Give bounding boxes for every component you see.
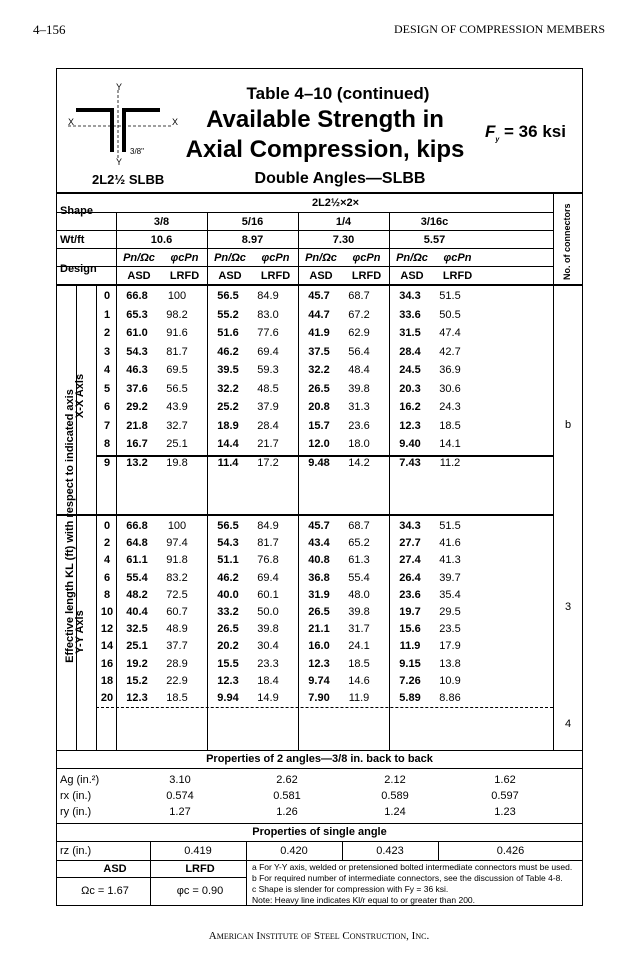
table-cell: 24.5	[399, 364, 421, 376]
size-3: 3/16c	[420, 216, 449, 228]
table-cell: 41.9	[308, 327, 330, 339]
table-cell: 24.1	[348, 640, 370, 653]
size-1: 5/16	[241, 216, 264, 228]
table-cell: 46.2	[217, 345, 239, 358]
prop-label: rx (in.)	[60, 790, 92, 802]
table-cell: 20.8	[308, 401, 330, 413]
table-cell: 72.5	[166, 588, 188, 601]
title-line-2: Axial Compression, kips	[185, 136, 465, 163]
x-right-label: X	[172, 117, 179, 127]
table-cell: 20.2	[217, 640, 239, 653]
table-cell: 18.0	[348, 438, 370, 450]
asd-0: ASD	[127, 270, 151, 282]
table-cell: 65.2	[348, 537, 370, 550]
phi-pn-3: φcPn	[443, 252, 472, 264]
yy-connectors-b: 4	[564, 718, 572, 730]
table-cell: 14.6	[348, 674, 370, 687]
table-cell: 97.4	[166, 537, 188, 550]
pn-omega-0: Pn/Ωc	[123, 252, 155, 264]
kl-value: 4	[103, 554, 111, 567]
yy-connectors-a: 3	[564, 601, 572, 613]
table-cell: 59.3	[257, 364, 279, 376]
table-cell: 47.4	[439, 327, 461, 339]
table-cell: 68.7	[348, 520, 370, 532]
table-cell: 91.6	[166, 327, 188, 339]
table-cell: 37.6	[126, 382, 148, 395]
table-cell: 30.6	[439, 382, 461, 395]
design-header: Design	[60, 263, 97, 275]
table-cell: 48.5	[257, 382, 279, 395]
table-cell: 37.5	[308, 345, 330, 358]
table-cell: 26.5	[217, 623, 239, 636]
table-cell: 9.15	[399, 657, 421, 670]
table-cell: 8.86	[439, 692, 461, 704]
table-cell: 77.6	[257, 327, 279, 339]
effective-length-label: Effective length KL (ft) with respect to indicated axis	[64, 389, 76, 663]
prop-value: 0.574	[166, 790, 194, 802]
table-cell: 100	[167, 290, 187, 302]
table-cell: 48.4	[348, 364, 370, 376]
table-cell: 29.5	[439, 606, 461, 618]
table-cell: 32.2	[308, 364, 330, 376]
rz-divider	[342, 841, 343, 860]
table-cell: 84.9	[257, 520, 279, 532]
prop-value: 2.12	[384, 774, 406, 786]
x-left-label: X	[68, 117, 75, 127]
table-cell: 26.4	[399, 571, 421, 584]
xx-axis-label: X-X Axis	[74, 373, 86, 419]
table-cell: 48.9	[166, 623, 188, 636]
footnote-b: b For required number of intermediate connectors, see the discussion of Table 4-8.	[252, 873, 563, 883]
table-cell: 39.8	[348, 606, 370, 618]
table-cell: 69.5	[166, 364, 188, 376]
table-cell: 16.7	[126, 438, 148, 450]
table-cell: 26.5	[308, 382, 330, 395]
table-cell: 14.2	[348, 456, 370, 469]
table-cell: 31.5	[399, 327, 421, 339]
table-cell: 12.3	[217, 674, 239, 687]
table-cell: 60.1	[257, 588, 279, 601]
table-cell: 23.3	[257, 657, 279, 670]
prop-value: 1.27	[169, 806, 191, 818]
table-cell: 14.1	[439, 438, 461, 450]
table-cell: 19.7	[399, 606, 421, 618]
table-cell: 33.6	[399, 308, 421, 321]
table-cell: 30.4	[257, 640, 279, 653]
table-cell: 68.7	[348, 290, 370, 302]
table-cell: 18.5	[439, 419, 461, 432]
connectors-header: No. of connectors	[562, 203, 572, 280]
table-cell: 15.6	[399, 623, 421, 636]
pn-omega-2: Pn/Ωc	[305, 252, 337, 264]
table-cell: 18.4	[257, 674, 279, 687]
hdr-line	[56, 230, 553, 231]
props1-title: Properties of single angle	[252, 826, 387, 838]
table-cell: 28.4	[399, 345, 421, 358]
table-cell: 25.1	[166, 438, 188, 450]
asd-1: ASD	[218, 270, 242, 282]
prop-value: 1.24	[384, 806, 406, 818]
table-cell: 83.0	[257, 308, 279, 321]
table-cell: 100	[167, 520, 187, 532]
asd-2: ASD	[309, 270, 333, 282]
omega-value: Ωc = 1.67	[81, 885, 129, 897]
xx-connectors: b	[564, 419, 572, 431]
table-cell: 28.9	[166, 657, 188, 670]
table-cell: 23.6	[348, 419, 370, 432]
table-cell: 39.5	[217, 364, 239, 376]
table-cell: 27.4	[399, 554, 421, 567]
table-cell: 26.5	[308, 606, 330, 618]
table-subtitle: Double Angles—SLBB	[254, 170, 426, 187]
table-cell: 40.0	[217, 588, 239, 601]
page-number: 4–156	[33, 22, 66, 37]
table-cell: 5.89	[399, 692, 421, 704]
kl-value: 3	[103, 345, 111, 358]
kl-value: 0	[103, 290, 111, 302]
size-2: 1/4	[335, 216, 352, 228]
table-cell: 7.26	[399, 674, 421, 687]
table-cell: 23.5	[439, 623, 461, 636]
table-cell: 27.7	[399, 537, 421, 550]
table-cell: 24.3	[439, 401, 461, 413]
table-cell: 62.9	[348, 327, 370, 339]
table-cell: 39.8	[348, 382, 370, 395]
table-cell: 34.3	[399, 520, 421, 532]
kl-r-200-line	[96, 455, 553, 457]
table-cell: 18.5	[348, 657, 370, 670]
table-number: Table 4–10 (continued)	[246, 84, 430, 103]
table-cell: 20.3	[399, 382, 421, 395]
weight-0: 10.6	[150, 234, 173, 246]
table-cell: 54.3	[217, 537, 239, 550]
kl-value: 9	[103, 456, 111, 469]
table-cell: 21.7	[257, 438, 279, 450]
table-cell: 9.48	[308, 456, 330, 469]
table-cell: 50.0	[257, 606, 279, 618]
table-cell: 11.2	[439, 456, 461, 469]
rz-value: 0.419	[184, 845, 212, 857]
prop-label: Ag (in.²)	[60, 774, 100, 786]
kl-value: 2	[103, 327, 111, 339]
rz-divider	[438, 841, 439, 860]
lrfd-2: LRFD	[351, 270, 382, 282]
table-cell: 28.4	[257, 419, 279, 432]
hdr-line	[56, 212, 553, 213]
lrfd-label: LRFD	[185, 863, 215, 875]
connectors-divider	[553, 192, 554, 750]
weight-1: 8.97	[241, 234, 264, 246]
table-cell: 98.2	[166, 308, 188, 321]
kl-value: 1	[103, 308, 111, 321]
section-label: 2L2½×2×	[311, 197, 360, 209]
hdr-line	[56, 248, 553, 249]
phi-pn-1: φcPn	[261, 252, 290, 264]
kl-value: 20	[100, 692, 114, 704]
table-cell: 15.7	[308, 419, 330, 432]
weight-2: 7.30	[332, 234, 355, 246]
table-cell: 31.9	[308, 588, 330, 601]
table-cell: 43.9	[166, 401, 188, 413]
yy-axis-label: Y-Y Axis	[74, 610, 86, 654]
table-cell: 35.4	[439, 588, 461, 601]
lrfd-3: LRFD	[442, 270, 473, 282]
double-angle-diagram-icon	[60, 88, 180, 166]
kl-value: 6	[103, 571, 111, 584]
table-cell: 25.1	[126, 640, 148, 653]
table-cell: 9.94	[217, 692, 239, 704]
kl-r-200-dashed-line	[96, 707, 553, 708]
group-divider	[207, 212, 208, 750]
table-cell: 69.4	[257, 345, 279, 358]
table-cell: 21.8	[126, 419, 148, 432]
table-cell: 23.6	[399, 588, 421, 601]
table-cell: 51.1	[217, 554, 239, 567]
table-cell: 12.3	[399, 419, 421, 432]
table-cell: 39.8	[257, 623, 279, 636]
kl-value: 14	[100, 640, 114, 653]
table-cell: 55.2	[217, 308, 239, 321]
table-cell: 16.0	[308, 640, 330, 653]
group-divider	[298, 212, 299, 750]
table-cell: 61.0	[126, 327, 148, 339]
prop-value: 0.589	[381, 790, 409, 802]
table-cell: 60.7	[166, 606, 188, 618]
kl-value: 5	[103, 382, 111, 395]
table-cell: 40.4	[126, 606, 148, 618]
prop-value: 0.581	[273, 790, 301, 802]
table-cell: 18.5	[166, 692, 188, 704]
table-cell: 42.7	[439, 345, 461, 358]
kl-value: 8	[103, 588, 111, 601]
table-cell: 12.3	[126, 692, 148, 704]
hdr-line	[56, 266, 553, 267]
table-cell: 61.3	[348, 554, 370, 567]
table-cell: 36.9	[439, 364, 461, 376]
rz-divider	[150, 841, 151, 860]
table-cell: 48.0	[348, 588, 370, 601]
rz-value: 0.420	[280, 845, 308, 857]
table-cell: 64.8	[126, 537, 148, 550]
table-cell: 31.3	[348, 401, 370, 413]
pn-omega-3: Pn/Ωc	[396, 252, 428, 264]
table-cell: 7.43	[399, 456, 421, 469]
table-cell: 81.7	[257, 537, 279, 550]
hdr-line	[56, 284, 583, 286]
table-cell: 15.2	[126, 674, 148, 687]
kl-value: 8	[103, 438, 111, 450]
footnote-note: Note: Heavy line indicates Kl/r equal to or greater than 200.	[252, 895, 476, 905]
table-cell: 83.2	[166, 571, 188, 584]
shape-header: Shape	[60, 205, 94, 217]
table-cell: 40.8	[308, 554, 330, 567]
rz-label: rz (in.)	[60, 845, 92, 857]
table-cell: 19.8	[166, 456, 188, 469]
table-cell: 25.2	[217, 401, 239, 413]
table-cell: 56.5	[217, 290, 239, 302]
table-cell: 76.8	[257, 554, 279, 567]
table-cell: 84.9	[257, 290, 279, 302]
asd-label: ASD	[103, 863, 127, 875]
table-cell: 56.5	[217, 520, 239, 532]
prop-value: 1.26	[276, 806, 298, 818]
table-cell: 32.5	[126, 623, 148, 636]
rz-value: 0.426	[496, 845, 525, 857]
table-cell: 66.8	[126, 520, 148, 532]
table-cell: 15.5	[217, 657, 239, 670]
props2-title: Properties of 2 angles—3/8 in. back to back	[206, 753, 433, 765]
table-cell: 17.9	[439, 640, 461, 653]
kl-value: 2	[103, 537, 111, 550]
lrfd-0: LRFD	[169, 270, 200, 282]
shape-label: 2L2½ SLBB	[92, 172, 165, 187]
prop-value: 1.23	[494, 806, 516, 818]
asd-3: ASD	[400, 270, 424, 282]
table-cell: 19.2	[126, 657, 148, 670]
table-cell: 9.74	[308, 674, 330, 687]
footnote-c: c Shape is slender for compression with Fy = 36 ksi.	[252, 884, 449, 894]
table-cell: 69.4	[257, 571, 279, 584]
table-cell: 50.5	[439, 308, 461, 321]
title-line-1: Available Strength in	[206, 106, 444, 133]
table-cell: 37.7	[166, 640, 188, 653]
table-cell: 14.9	[257, 692, 279, 704]
table-cell: 9.40	[399, 438, 421, 450]
table-cell: 39.7	[439, 571, 461, 584]
table-cell: 36.8	[308, 571, 330, 584]
axis-divider-1	[76, 284, 77, 750]
table-cell: 45.7	[308, 520, 330, 532]
table-cell: 51.6	[217, 327, 239, 339]
table-cell: 41.6	[439, 537, 461, 550]
table-cell: 61.1	[126, 554, 148, 567]
group-divider	[389, 212, 390, 750]
fy-label: $F_y = 36$ ksi	[485, 122, 566, 144]
table-cell: 91.8	[166, 554, 188, 567]
table-cell: 11.4	[217, 456, 239, 469]
wtft-header: Wt/ft	[60, 234, 85, 246]
prop-label: ry (in.)	[60, 806, 92, 818]
table-cell: 51.5	[439, 290, 461, 302]
table-cell: 81.7	[166, 345, 188, 358]
prop-value: 2.62	[276, 774, 298, 786]
y-bottom-label: Y	[116, 157, 123, 167]
page-footer: American Institute of Steel Construction, Inc.	[208, 930, 430, 942]
kl-value: 6	[103, 401, 111, 413]
table-cell: 22.9	[166, 674, 188, 687]
table-cell: 29.2	[126, 401, 148, 413]
table-cell: 55.4	[348, 571, 370, 584]
table-cell: 44.7	[308, 308, 330, 321]
table-cell: 12.0	[308, 438, 330, 450]
pn-omega-1: Pn/Ωc	[214, 252, 246, 264]
phi-pn-2: φcPn	[352, 252, 381, 264]
phi-value: φc = 0.90	[176, 885, 224, 897]
footnote-a: a For Y-Y axis, welded or pretensioned bolted intermediate connectors must be used.	[252, 862, 573, 872]
kl-value: 16	[100, 657, 114, 670]
weight-3: 5.57	[423, 234, 446, 246]
table-cell: 32.2	[217, 382, 239, 395]
prop-value: 1.62	[494, 774, 516, 786]
kl-value: 12	[100, 623, 114, 636]
table-cell: 66.8	[126, 290, 148, 302]
table-cell: 67.2	[348, 308, 370, 321]
table-cell: 65.3	[126, 308, 148, 321]
size-0: 3/8	[153, 216, 170, 228]
table-cell: 46.2	[217, 571, 239, 584]
table-cell: 10.9	[439, 674, 461, 687]
table-cell: 45.7	[308, 290, 330, 302]
phi-pn-0: φcPn	[170, 252, 199, 264]
table-cell: 56.4	[348, 345, 370, 358]
kl-value: 18	[100, 674, 114, 687]
table-cell: 55.4	[126, 571, 148, 584]
section-divider	[56, 514, 553, 516]
table-cell: 48.2	[126, 588, 148, 601]
table-cell: 11.9	[399, 640, 421, 653]
table-cell: 14.4	[217, 438, 239, 450]
table-cell: 43.4	[308, 537, 330, 550]
gap-label: 3/8"	[130, 147, 144, 156]
prop-value: 3.10	[169, 774, 191, 786]
table-cell: 31.7	[348, 623, 370, 636]
table-cell: 13.2	[126, 456, 148, 469]
table-cell: 17.2	[257, 456, 279, 469]
table-cell: 51.5	[439, 520, 461, 532]
kl-value: 4	[103, 364, 111, 376]
kl-value: 7	[103, 419, 111, 432]
table-cell: 34.3	[399, 290, 421, 302]
table-cell: 37.9	[257, 401, 279, 413]
table-cell: 32.7	[166, 419, 188, 432]
table-cell: 18.9	[217, 419, 239, 432]
prop-value: 0.597	[491, 790, 519, 802]
table-cell: 33.2	[217, 606, 239, 618]
table-cell: 54.3	[126, 345, 148, 358]
table-cell: 7.90	[308, 692, 330, 704]
rz-divider	[246, 841, 247, 860]
kl-value: 0	[103, 520, 111, 532]
y-top-label: Y	[116, 82, 123, 92]
table-cell: 12.3	[308, 657, 330, 670]
table-cell: 41.3	[439, 554, 461, 567]
table-cell: 13.8	[439, 657, 461, 670]
lrfd-1: LRFD	[260, 270, 291, 282]
table-cell: 11.9	[348, 692, 370, 704]
table-cell: 56.5	[166, 382, 188, 395]
table-cell: 21.1	[308, 623, 330, 636]
table-cell: 16.2	[399, 401, 421, 413]
rz-value: 0.423	[376, 845, 404, 857]
running-head: DESIGN OF COMPRESSION MEMBERS	[393, 22, 605, 36]
table-cell: 46.3	[126, 364, 148, 376]
kl-value: 10	[100, 606, 114, 618]
